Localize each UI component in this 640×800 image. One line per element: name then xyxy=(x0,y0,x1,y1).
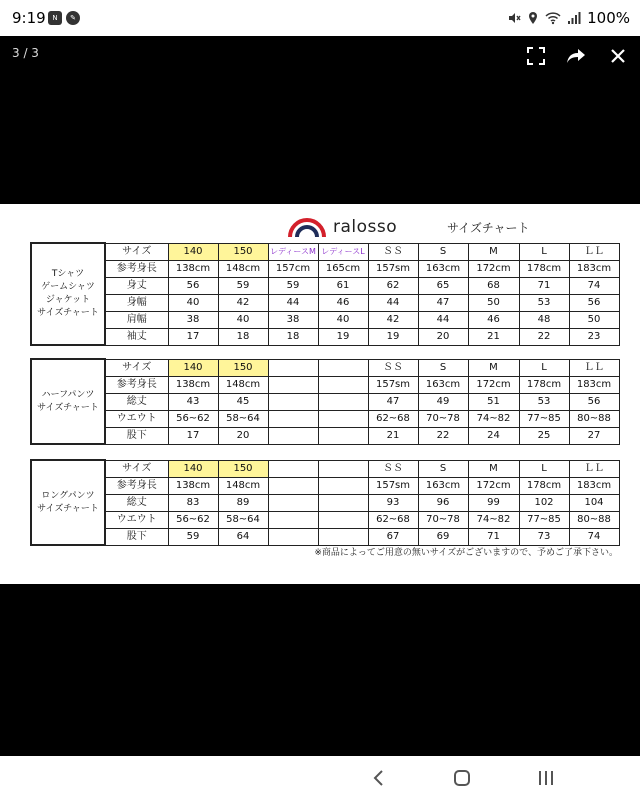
table-cell: 65 xyxy=(418,277,468,294)
table-cell: 183cm xyxy=(569,376,619,393)
table-cell: 68 xyxy=(468,277,519,294)
table-cell: 183cm xyxy=(569,260,619,277)
table-cell: M xyxy=(468,460,519,477)
table-cell: ＳＳ xyxy=(368,243,418,260)
row-header-cell: 総丈 xyxy=(105,393,168,410)
group-label-line: ジャケット xyxy=(45,295,91,305)
table-cell: 157sm xyxy=(368,376,418,393)
table-row xyxy=(31,243,619,260)
table-row xyxy=(31,376,619,393)
app-notification-icon: N xyxy=(48,11,62,25)
table-cell: 42 xyxy=(368,311,418,328)
viewer-toolbar xyxy=(0,36,640,76)
group-label-line: ハーフパンツ xyxy=(41,389,95,400)
image-counter: 3 / 3 xyxy=(12,46,39,60)
close-button[interactable] xyxy=(604,42,632,70)
signal-icon xyxy=(567,11,581,25)
table-cell: 80~88 xyxy=(569,410,619,427)
table-cell: 53 xyxy=(519,393,569,410)
home-icon xyxy=(453,769,471,787)
table-cell: 183cm xyxy=(569,477,619,494)
table-cell xyxy=(318,460,368,477)
table-cell: 19 xyxy=(318,328,368,345)
table-cell: 21 xyxy=(368,427,418,444)
table-cell: 150 xyxy=(218,243,268,260)
table-cell: M xyxy=(468,243,519,260)
row-header-cell: サイズ xyxy=(105,243,168,260)
row-header-cell: サイズ xyxy=(105,460,168,477)
table-row xyxy=(31,393,619,410)
garment-group-label xyxy=(31,460,105,545)
ralosso-logo-icon xyxy=(287,216,327,238)
table-cell: 25 xyxy=(519,427,569,444)
table-cell: 140 xyxy=(168,243,218,260)
row-header-cell: ウエウト xyxy=(105,410,168,427)
table-cell: 27 xyxy=(569,427,619,444)
table-cell: 172cm xyxy=(468,477,519,494)
table-cell xyxy=(318,393,368,410)
table-cell: 157sm xyxy=(368,260,418,277)
table-cell: 70~78 xyxy=(418,511,468,528)
table-cell: 53 xyxy=(519,294,569,311)
table-cell: 42 xyxy=(218,294,268,311)
table-row xyxy=(31,260,619,277)
table-cell: 172cm xyxy=(468,260,519,277)
table-cell: S xyxy=(418,359,468,376)
table-cell: 50 xyxy=(468,294,519,311)
table-cell: 50 xyxy=(569,311,619,328)
group-label-line: ゲームシャツ xyxy=(41,282,95,292)
table-cell: 178cm xyxy=(519,260,569,277)
table-cell xyxy=(268,494,318,511)
table-cell xyxy=(318,477,368,494)
table-cell: 178cm xyxy=(519,477,569,494)
table-cell: 49 xyxy=(418,393,468,410)
table-row xyxy=(31,494,619,511)
size-note: ※商品によってご用意の無いサイズがございますので、予めご了承下さい。 xyxy=(314,548,618,558)
table-cell xyxy=(318,511,368,528)
close-icon xyxy=(610,48,626,64)
table-cell xyxy=(268,410,318,427)
table-cell: 48 xyxy=(519,311,569,328)
table-row xyxy=(31,328,619,345)
half-pants-size-table xyxy=(30,358,620,445)
mute-icon xyxy=(507,11,521,25)
table-cell: 44 xyxy=(268,294,318,311)
table-cell: 138cm xyxy=(168,477,218,494)
table-cell: 62~68 xyxy=(368,410,418,427)
table-cell: 17 xyxy=(168,427,218,444)
back-icon xyxy=(372,769,384,787)
location-icon xyxy=(527,11,539,25)
table-cell: 56 xyxy=(569,294,619,311)
table-cell: 56 xyxy=(168,277,218,294)
table-cell: 20 xyxy=(218,427,268,444)
fullscreen-icon xyxy=(527,47,545,65)
table-row xyxy=(31,528,619,545)
table-row xyxy=(31,359,619,376)
table-cell: 62 xyxy=(368,277,418,294)
row-header-cell: 肩幅 xyxy=(105,311,168,328)
status-time: 9:19 xyxy=(12,9,46,27)
table-cell: 17 xyxy=(168,328,218,345)
table-cell: 163cm xyxy=(418,376,468,393)
group-label-line: サイズチャート xyxy=(37,308,99,318)
table-cell: 157cm xyxy=(268,260,318,277)
table-cell: 44 xyxy=(418,311,468,328)
table-cell: M xyxy=(468,359,519,376)
chart-title: サイズチャート xyxy=(447,221,530,235)
table-cell: 20 xyxy=(418,328,468,345)
table-cell: 44 xyxy=(368,294,418,311)
table-cell: 58~64 xyxy=(218,511,268,528)
table-cell: 80~88 xyxy=(569,511,619,528)
back-button[interactable] xyxy=(366,766,390,790)
table-cell: 59 xyxy=(168,528,218,545)
recents-icon xyxy=(537,770,555,786)
table-row xyxy=(31,294,619,311)
table-cell: 45 xyxy=(218,393,268,410)
table-cell: 59 xyxy=(218,277,268,294)
table-cell: 99 xyxy=(468,494,519,511)
table-cell xyxy=(268,528,318,545)
group-label-line: サイズチャート xyxy=(37,503,99,514)
row-header-cell: 参考身長 xyxy=(105,477,168,494)
table-cell: 73 xyxy=(519,528,569,545)
table-cell: レディースM xyxy=(268,243,318,260)
table-row xyxy=(31,427,619,444)
status-bar xyxy=(0,0,640,36)
table-cell xyxy=(318,376,368,393)
table-cell: 23 xyxy=(569,328,619,345)
table-cell: 74~82 xyxy=(468,511,519,528)
table-cell: 51 xyxy=(468,393,519,410)
group-label-line: Tシャツ xyxy=(51,269,85,279)
table-cell: 24 xyxy=(468,427,519,444)
table-cell: 74 xyxy=(569,277,619,294)
table-cell: S xyxy=(418,243,468,260)
table-cell: 178cm xyxy=(519,376,569,393)
table-row xyxy=(31,410,619,427)
table-cell: 56 xyxy=(569,393,619,410)
table-cell xyxy=(268,393,318,410)
table-cell: 21 xyxy=(468,328,519,345)
row-header-cell: 身幅 xyxy=(105,294,168,311)
table-cell: 74~82 xyxy=(468,410,519,427)
table-cell: 83 xyxy=(168,494,218,511)
table-cell: 70~78 xyxy=(418,410,468,427)
row-header-cell: 参考身長 xyxy=(105,260,168,277)
table-cell: 61 xyxy=(318,277,368,294)
battery-percentage: 100% xyxy=(587,9,630,27)
table-cell: 163cm xyxy=(418,477,468,494)
table-cell xyxy=(268,376,318,393)
table-cell: 138cm xyxy=(168,376,218,393)
table-cell: 150 xyxy=(218,359,268,376)
table-cell: 69 xyxy=(418,528,468,545)
long-pants-size-table xyxy=(30,459,620,546)
table-cell: 148cm xyxy=(218,260,268,277)
table-cell: 58~64 xyxy=(218,410,268,427)
table-cell: 38 xyxy=(268,311,318,328)
table-cell xyxy=(268,460,318,477)
table-row xyxy=(31,511,619,528)
table-cell xyxy=(318,528,368,545)
table-cell: 46 xyxy=(468,311,519,328)
table-cell: 46 xyxy=(318,294,368,311)
table-cell: 93 xyxy=(368,494,418,511)
table-cell: 77~85 xyxy=(519,511,569,528)
table-cell: 71 xyxy=(519,277,569,294)
app-notification-icon: ✎ xyxy=(66,11,80,25)
table-cell: 172cm xyxy=(468,376,519,393)
table-cell: ＬＬ xyxy=(569,359,619,376)
row-header-cell: ウエウト xyxy=(105,511,168,528)
table-cell: ＬＬ xyxy=(569,460,619,477)
table-cell xyxy=(268,359,318,376)
share-icon xyxy=(566,47,586,65)
table-cell: ＳＳ xyxy=(368,460,418,477)
table-cell: 165cm xyxy=(318,260,368,277)
table-cell: 77~85 xyxy=(519,410,569,427)
table-cell xyxy=(318,494,368,511)
table-cell: 47 xyxy=(368,393,418,410)
row-header-cell: 参考身長 xyxy=(105,376,168,393)
table-cell: 64 xyxy=(218,528,268,545)
table-cell: 40 xyxy=(168,294,218,311)
row-header-cell: 股下 xyxy=(105,427,168,444)
table-cell xyxy=(318,427,368,444)
table-cell: 163cm xyxy=(418,260,468,277)
group-label-line: サイズチャート xyxy=(37,402,99,413)
table-cell xyxy=(268,427,318,444)
table-cell: 150 xyxy=(218,460,268,477)
table-cell: 62~68 xyxy=(368,511,418,528)
table-cell xyxy=(268,511,318,528)
navigation-bar xyxy=(0,756,640,800)
table-cell: 148cm xyxy=(218,376,268,393)
table-cell: 18 xyxy=(268,328,318,345)
table-cell: S xyxy=(418,460,468,477)
share-button[interactable] xyxy=(562,42,590,70)
table-cell: 59 xyxy=(268,277,318,294)
table-cell: 157sm xyxy=(368,477,418,494)
table-cell: L xyxy=(519,359,569,376)
table-cell: 67 xyxy=(368,528,418,545)
wifi-icon xyxy=(545,11,561,25)
group-label-line: ロングパンツ xyxy=(41,490,95,501)
table-row xyxy=(31,477,619,494)
table-cell: 40 xyxy=(218,311,268,328)
brand-logo xyxy=(287,216,397,238)
table-cell xyxy=(268,477,318,494)
row-header-cell: 袖丈 xyxy=(105,328,168,345)
table-cell: 71 xyxy=(468,528,519,545)
row-header-cell: 総丈 xyxy=(105,494,168,511)
row-header-cell: サイズ xyxy=(105,359,168,376)
table-cell: L xyxy=(519,460,569,477)
garment-group-label xyxy=(31,243,105,345)
table-row xyxy=(31,311,619,328)
table-cell xyxy=(318,410,368,427)
table-cell: ＳＳ xyxy=(368,359,418,376)
table-cell: 38 xyxy=(168,311,218,328)
table-cell: レディースL xyxy=(318,243,368,260)
size-chart-image xyxy=(0,204,640,584)
table-cell: 148cm xyxy=(218,477,268,494)
table-cell: L xyxy=(519,243,569,260)
table-cell: 22 xyxy=(519,328,569,345)
table-cell: 102 xyxy=(519,494,569,511)
table-cell: 43 xyxy=(168,393,218,410)
table-row xyxy=(31,277,619,294)
row-header-cell: 股下 xyxy=(105,528,168,545)
table-row xyxy=(31,460,619,477)
table-cell xyxy=(318,359,368,376)
home-button[interactable] xyxy=(450,766,474,790)
table-cell: 96 xyxy=(418,494,468,511)
table-cell: 138cm xyxy=(168,260,218,277)
table-cell: 140 xyxy=(168,460,218,477)
table-cell: 104 xyxy=(569,494,619,511)
table-cell: 56~62 xyxy=(168,511,218,528)
table-cell: 74 xyxy=(569,528,619,545)
table-cell: 140 xyxy=(168,359,218,376)
table-cell: 56~62 xyxy=(168,410,218,427)
fullscreen-button[interactable] xyxy=(522,42,550,70)
garment-group-label xyxy=(31,359,105,444)
table-cell: 89 xyxy=(218,494,268,511)
table-cell: 22 xyxy=(418,427,468,444)
table-cell: 18 xyxy=(218,328,268,345)
recents-button[interactable] xyxy=(534,766,558,790)
row-header-cell: 身丈 xyxy=(105,277,168,294)
table-cell: 47 xyxy=(418,294,468,311)
tshirt-size-table xyxy=(30,242,620,346)
table-cell: 19 xyxy=(368,328,418,345)
table-cell: 40 xyxy=(318,311,368,328)
table-cell: ＬＬ xyxy=(569,243,619,260)
brand-name: ralosso xyxy=(333,217,398,237)
